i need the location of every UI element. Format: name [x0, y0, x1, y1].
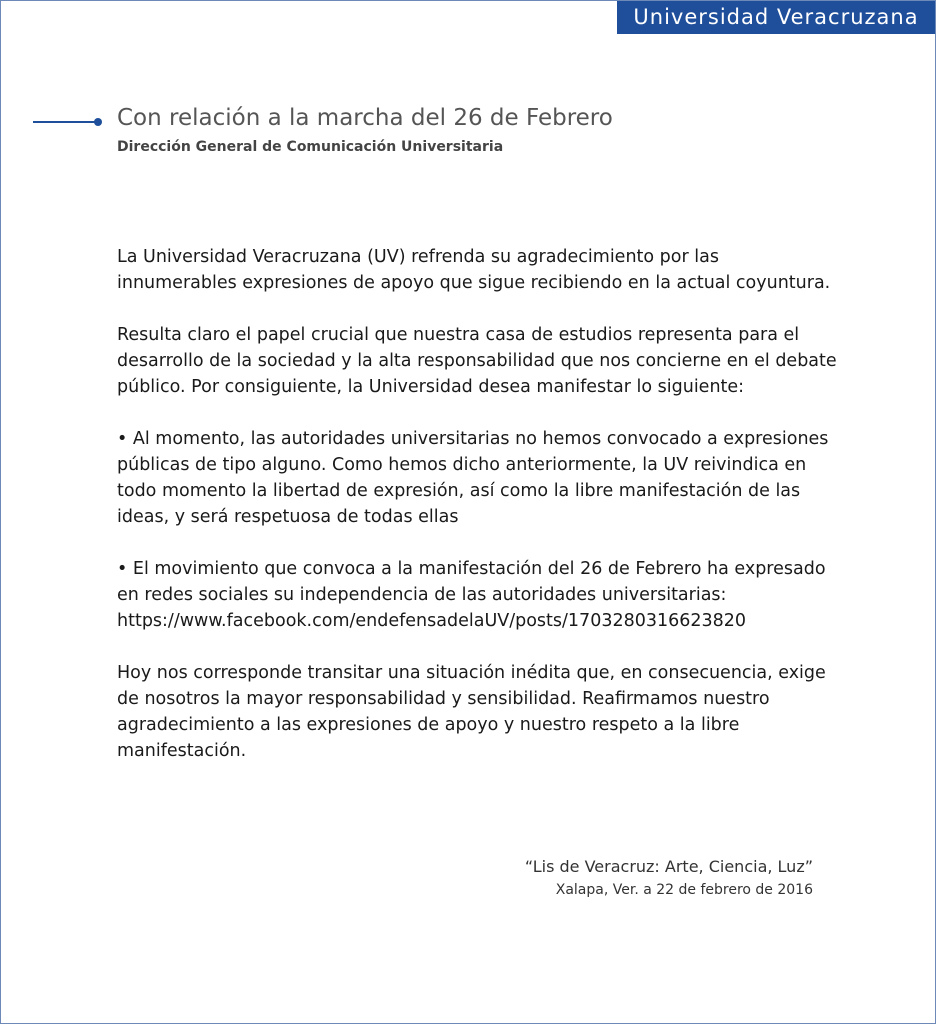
- paragraph-3: • Al momento, las autoridades universitarias no hemos convocado a expresiones públicas de tipo alguno. Como hemos dicho anteriormente, la UV reivindica en todo momento la libertad de expresión, así como la libre manifestación de las ideas, y será respetuosa de todas ellas: [117, 429, 829, 527]
- paragraph-5: Hoy nos corresponde transitar una situación inédita que, en consecuencia, exige de nosotros la mayor responsabilidad y sensibilidad. Reafirmamos nuestro agradecimiento a las expresiones de apoyo y nuestro respeto a la libre manifestación.: [117, 663, 826, 761]
- page-title: Con relación a la marcha del 26 de Febrero: [117, 105, 613, 131]
- university-motto: “Lis de Veracruz: Arte, Ciencia, Luz”: [524, 857, 813, 876]
- paragraph-4: • El movimiento que convoca a la manifestación del 26 de Febrero ha expresado en redes sociales su independencia de las autoridades universitarias: https://www.facebook.com/endefensadelaUV/posts/1703280316623820: [117, 559, 826, 631]
- paragraph-1: La Universidad Veracruzana (UV) refrenda su agradecimiento por las innumerables expresiones de apoyo que sigue recibiendo en la actual coyuntura.: [117, 247, 831, 293]
- title-accent-line: [33, 121, 95, 123]
- institution-name: Universidad Veracruzana: [633, 5, 919, 29]
- closing-block: [525, 856, 813, 902]
- paragraph-2: Resulta claro el papel crucial que nuestra casa de estudios representa para el desarrollo de la sociedad y la alta responsabilidad que nos concierne en el debate público. Por consiguiente, la Universidad desea manifestar lo siguiente:: [117, 325, 837, 397]
- statement-body: [117, 244, 837, 790]
- title-bullet-icon: [94, 118, 102, 126]
- institution-banner: [617, 1, 935, 34]
- place-and-date: Xalapa, Ver. a 22 de febrero de 2016: [555, 882, 813, 898]
- page-subtitle: Dirección General de Comunicación Universitaria: [117, 139, 504, 155]
